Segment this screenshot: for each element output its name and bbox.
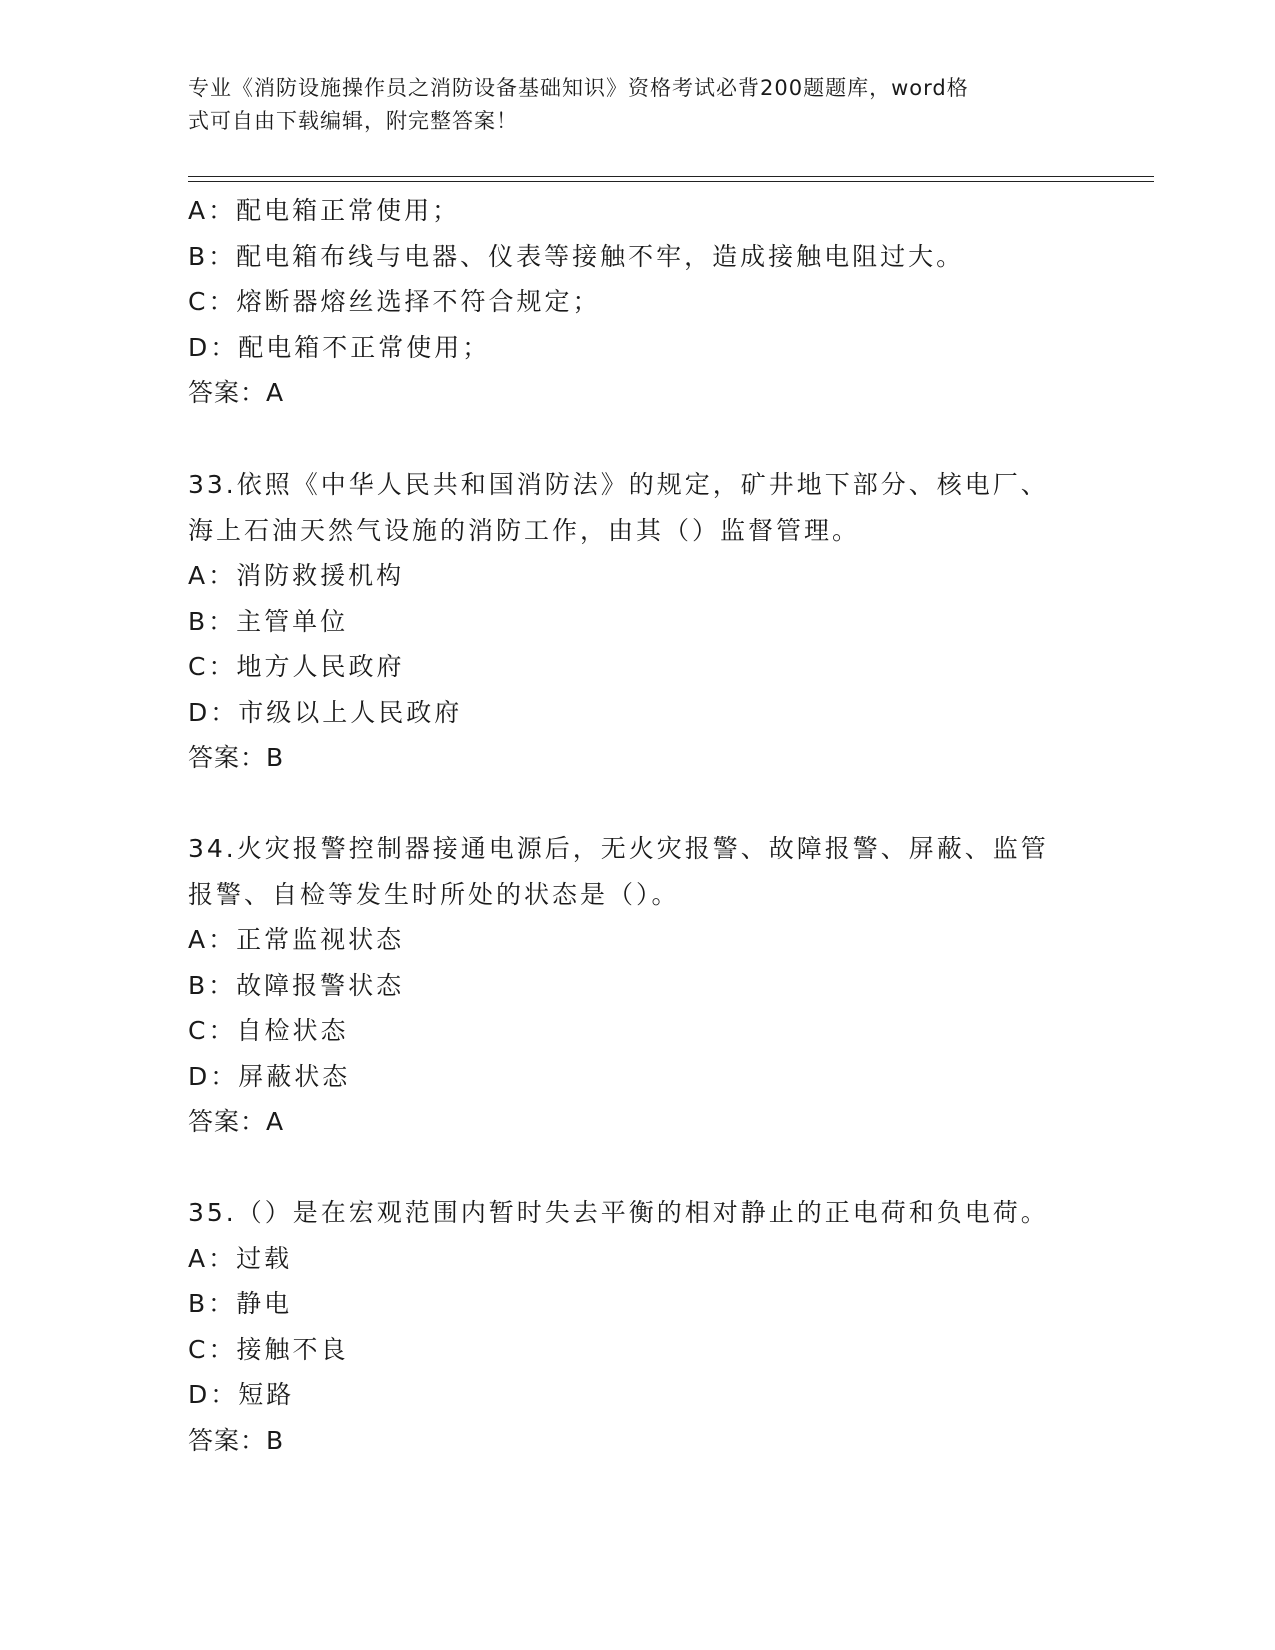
option-a: A：过载 [188,1243,293,1273]
header-divider-top [188,176,1154,177]
answer-label: 答案：A [188,1107,285,1136]
answer-label: 答案：A [188,378,285,407]
question-34-block [188,826,1108,1145]
option-d: D：市级以上人民政府 [188,697,463,727]
question-stem-line-1: 33.依照《中华人民共和国消防法》的规定，矿井地下部分、核电厂、 [188,470,1049,499]
option-b: B：主管单位 [188,606,349,636]
header-line-1: 专业《消防设施操作员之消防设备基础知识》资格考试必背200题题库，word格 [188,76,969,100]
document-header [188,72,1068,138]
question-stem-line-1: 34.火灾报警控制器接通电源后，无火灾报警、故障报警、屏蔽、监管 [188,834,1049,863]
option-b: B：配电箱布线与电器、仪表等接触不牢，造成接触电阻过大。 [188,241,965,271]
option-c: C：熔断器熔丝选择不符合规定； [188,287,601,316]
option-d: D：屏蔽状态 [188,1061,351,1091]
option-b: B：故障报警状态 [188,970,405,1000]
option-c: C：接触不良 [188,1334,349,1364]
question-stem-line-1: 35.（）是在宏观范围内暂时失去平衡的相对静止的正电荷和负电荷。 [188,1198,1049,1227]
header-line-2: 式可自由下载编辑，附完整答案！ [188,109,518,133]
question-stem-line-2: 报警、自检等发生时所处的状态是（）。 [188,879,680,909]
option-a: A：消防救援机构 [188,561,405,590]
answer-label: 答案：B [188,1425,285,1455]
question-stem-line-2: 海上石油天然气设施的消防工作，由其（）监督管理。 [188,515,861,545]
option-d: D：配电箱不正常使用； [188,332,491,362]
header-divider-bottom [188,181,1154,182]
answer-label: 答案：B [188,743,285,772]
option-a: A：配电箱正常使用； [188,196,461,225]
question-35-block [188,1190,1108,1463]
option-a: A：正常监视状态 [188,925,405,954]
question-33-block [188,462,1108,781]
question-32-block [188,188,1108,416]
option-c: C：自检状态 [188,1016,349,1045]
option-d: D：短路 [188,1380,295,1409]
option-c: C：地方人民政府 [188,652,405,681]
option-b: B：静电 [188,1289,293,1318]
